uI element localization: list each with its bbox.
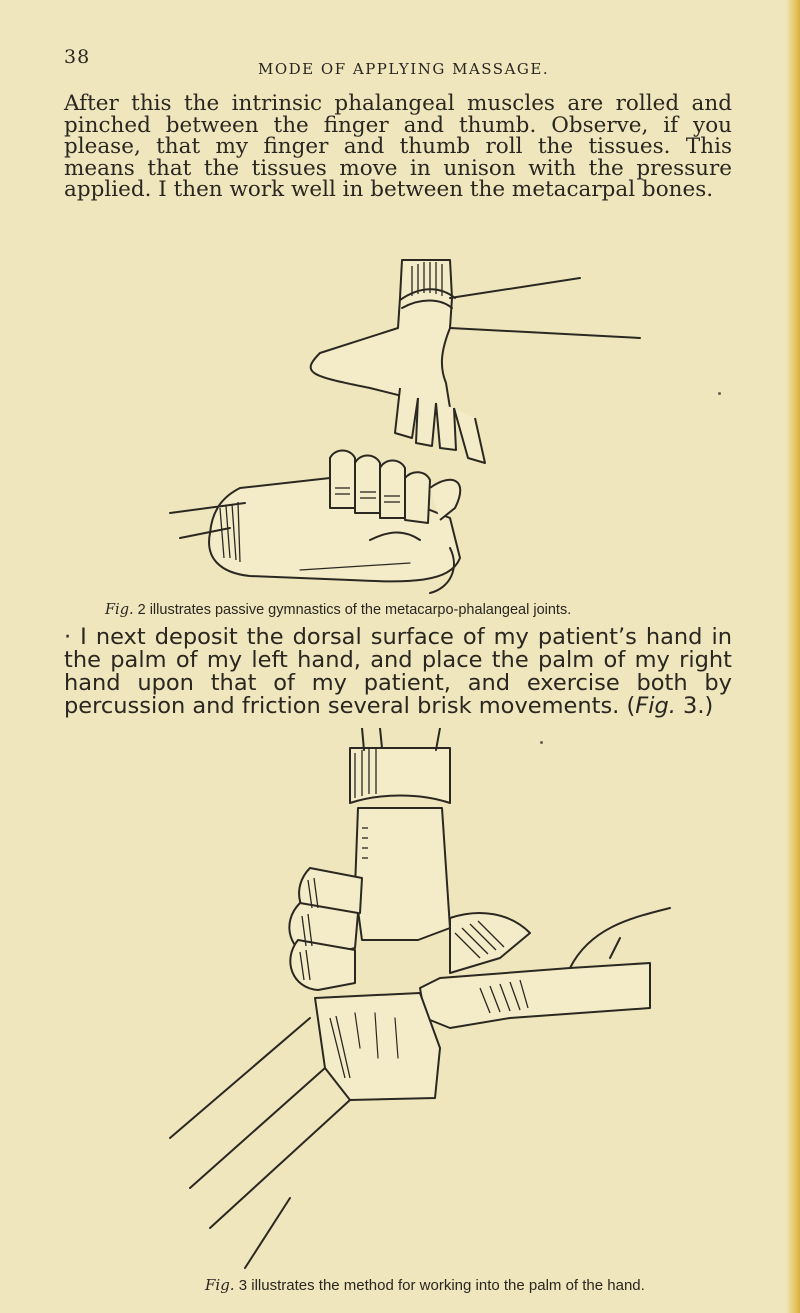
figure-3-illustration: [150, 728, 710, 1273]
figure-3-caption: [205, 1276, 645, 1294]
figure-2-illustration: [150, 258, 660, 598]
paragraph-intro: After this the intrinsic phalangeal muscles are rolled and pinched between the finger and thumb. Observe, if you please, that my finger and thumb roll the tissues. This means that the tissues move in unison with the pressure applied. I then work well in between the metacarpal bones.: [64, 91, 732, 202]
paragraph-percussion-tail: 3.): [675, 693, 714, 719]
paper-speck: [718, 392, 721, 395]
paragraph-percussion: [64, 626, 732, 718]
paragraph-percussion-text: · I next deposit the dorsal surface of my patient’s hand in the palm of my left hand, and place the palm of my right hand upon that of my patient, and exercise both by percussion and friction several brisk movements. (: [64, 624, 732, 719]
figure-2-caption: [105, 602, 571, 618]
figure-2-label: Fig.: [105, 602, 134, 618]
figure-3-caption-text: 3 illustrates the method for working into the palm of the hand.: [234, 1277, 645, 1294]
page-number: 38: [64, 46, 91, 68]
paper-speck: [540, 741, 543, 744]
figure-3-drawing: [150, 728, 710, 1273]
figure-3-label: Fig.: [205, 1276, 235, 1294]
figure-2-drawing: [150, 258, 660, 598]
page-edge: [786, 0, 800, 1313]
figure-reference: Fig.: [635, 693, 676, 719]
figure-2-caption-text: 2 illustrates passive gymnastics of the metacarpo-phalangeal joints.: [133, 602, 572, 618]
running-head: MODE OF APPLYING MASSAGE.: [258, 60, 550, 78]
